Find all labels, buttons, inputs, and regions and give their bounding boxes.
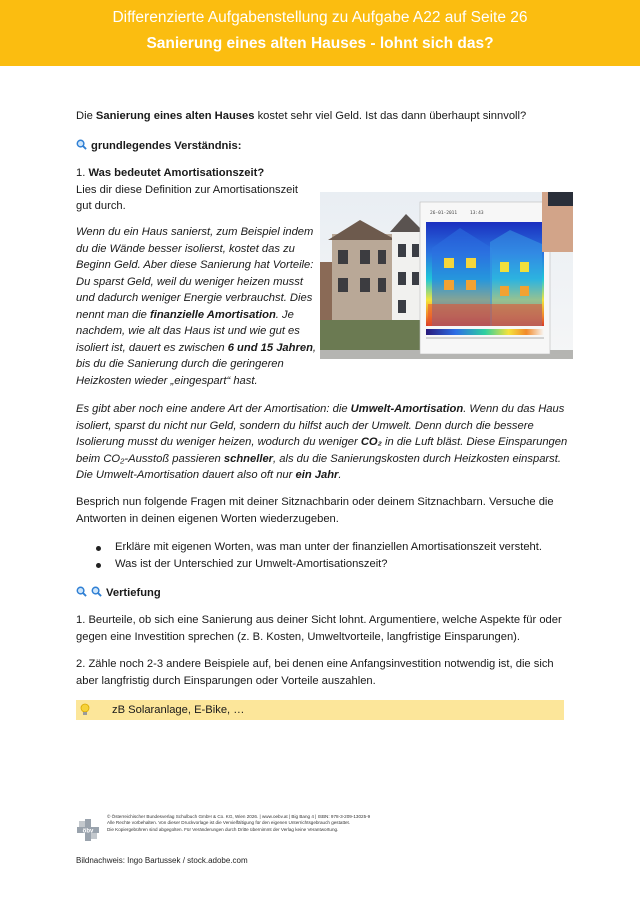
magnifier-icon <box>76 139 87 150</box>
hint-box[interactable] <box>76 700 564 720</box>
footer-copyright: © Österreichischer Bundesverlag Schulbuch GmbH & Co. KG, Wien 2026. | www.oebv.at | Big Bang 4 | ISBN: 978-3-209-13025-9 Alle Rechte vorbehalten. Von dieser Druckvorlage ist die Vervielfältigung für den eigenen Unterrichtsgebrauch gestattet. Die Kopiergebühren sind abgegolten. Für Veränderungen durch Dritte übernimmt der Verlag keine Verantwortung. <box>107 814 371 832</box>
magnifier-icon <box>91 586 102 597</box>
bullet-marker <box>96 561 104 569</box>
discussion-instruction: Besprich nun folgende Fragen mit deiner Sitznachbarin oder deinem Sitznachbarn. Versuche die Antworten in deinen eigenen Worten wiederzugeben. <box>76 496 554 525</box>
bullet-item: Erkläre mit eigenen Worten, was man unter der finanziellen Amortisationszeit versteht. <box>115 541 542 553</box>
umwelt-amortisation-paragraph: Es gibt aber noch eine andere Art der Amortisation: die Umwelt-Amortisation. Wenn du das Haus isoliert, sparst du nicht nur Geld, sondern du hilfst auch der Umwelt. Denn durch die bessere Isolierung musst du weniger heizen, wodurch du weniger CO₂ in die Luft bläst. Diese Einsparungen beim CO₂-Ausstoß passieren schneller, als du die Sanierungskosten durch Heizkosten einsparst. Die Umwelt-Amortisation dauert also oft nur ein Jahr. <box>76 403 568 482</box>
photo-date: 26-01-2011 <box>430 211 458 216</box>
task-2: 2. Zähle noch 2-3 andere Beispiele auf, bei denen eine Anfangsinvestition notwendig ist, die sich aber langfristig durch Einsparungen oder Vorteile auszahlen. <box>76 658 554 687</box>
magnifier-icon <box>76 586 87 597</box>
section-basic-heading: grundlegendes Verständnis: <box>76 138 566 155</box>
header-subtitle: Sanierung eines alten Hauses - lohnt sich das? <box>146 35 494 52</box>
bullet-marker <box>96 544 104 552</box>
question-1: 1. Was bedeutet Amortisationszeit? Lies dir diese Definition zur Amortisationszeit gut durch. <box>76 167 298 212</box>
header-title: Differenzierte Aufgabenstellung zu Aufgabe A22 auf Seite 26 <box>112 9 528 26</box>
image-credit: Bildnachweis: Ingo Bartussek / stock.adobe.com <box>76 856 248 865</box>
thermal-image-photo <box>320 192 573 359</box>
definition-text: Wenn du ein Haus sanierst, zum Beispiel indem du die Wände besser isolierst, kostet das zu Beginn Geld. Aber diese Sanierung hat Vorteile: Du sparst Geld, weil du weniger heizen musst und dadurch weniger Energie verbrauchst. Dies nennt man die finanzielle Amortisation. Je nachdem, wie alt das Haus ist und wie gut es isoliert ist, dauert es zwischen 6 und 15 Jahren, bis du die Sanierung durch die geringeren Heizkosten wieder „eingespart“ hast. <box>76 226 317 387</box>
publisher-logo <box>76 818 100 842</box>
svg-text:öbv: öbv <box>82 828 94 835</box>
lightbulb-icon <box>80 703 90 717</box>
page-header <box>0 0 640 66</box>
task-1: 1. Beurteile, ob sich eine Sanierung aus deiner Sicht lohnt. Argumentiere, welche Aspekte für oder gegen eine Investition sprechen (z. B. Kosten, Umweltvorteile, langfristige Einsparungen). <box>76 614 562 643</box>
photo-time: 13:43 <box>470 211 484 216</box>
intro-paragraph: Die Sanierung eines alten Hauses kostet sehr viel Geld. Ist das dann überhaupt sinnvoll? <box>76 110 527 122</box>
section-advanced-heading: Vertiefung <box>76 585 566 602</box>
hint-text: zB Solaranlage, E-Bike, … <box>112 704 245 716</box>
bullet-item: Was ist der Unterschied zur Umwelt-Amortisationszeit? <box>115 558 388 570</box>
